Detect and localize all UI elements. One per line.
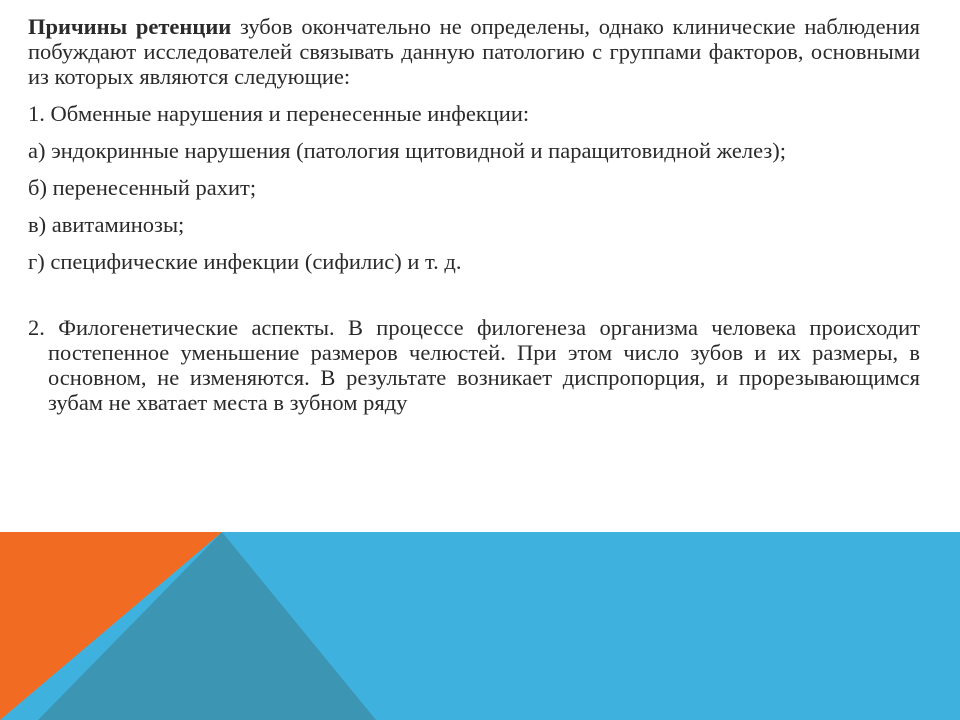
list-item-v: в) авитаминозы; — [28, 212, 185, 237]
list-item-1: 1. Обменные нарушения и перенесенные инфекции: — [28, 101, 530, 126]
intro-text: зубов окончательно не определены, однако клинические наблюдения побуждают исследователей связывать данную патологию с группами факторов, основными из которых являются следующие: — [28, 14, 920, 89]
list-item-a: а) эндокринные нарушения (патология щитовидной и паращитовидной желез); — [28, 138, 787, 163]
phylogenetic-paragraph: 2. Филогенетические аспекты. В процессе филогенеза организма человека происходит постепенное уменьшение размеров челюстей. При этом число зубов и их размеры, в основном, не изменяются. В результате возникает диспропорция, и прорезывающимся зубам не хватает места в зубном ряду — [28, 315, 920, 415]
list-item-g: г) специфические инфекции (сифилис) и т. д. — [28, 249, 462, 274]
intro-paragraph — [28, 14, 920, 89]
slide-text — [28, 14, 920, 415]
list-item-b: б) перенесенный рахит; — [28, 175, 257, 200]
intro-bold-term: Причины ретенции — [28, 14, 232, 39]
